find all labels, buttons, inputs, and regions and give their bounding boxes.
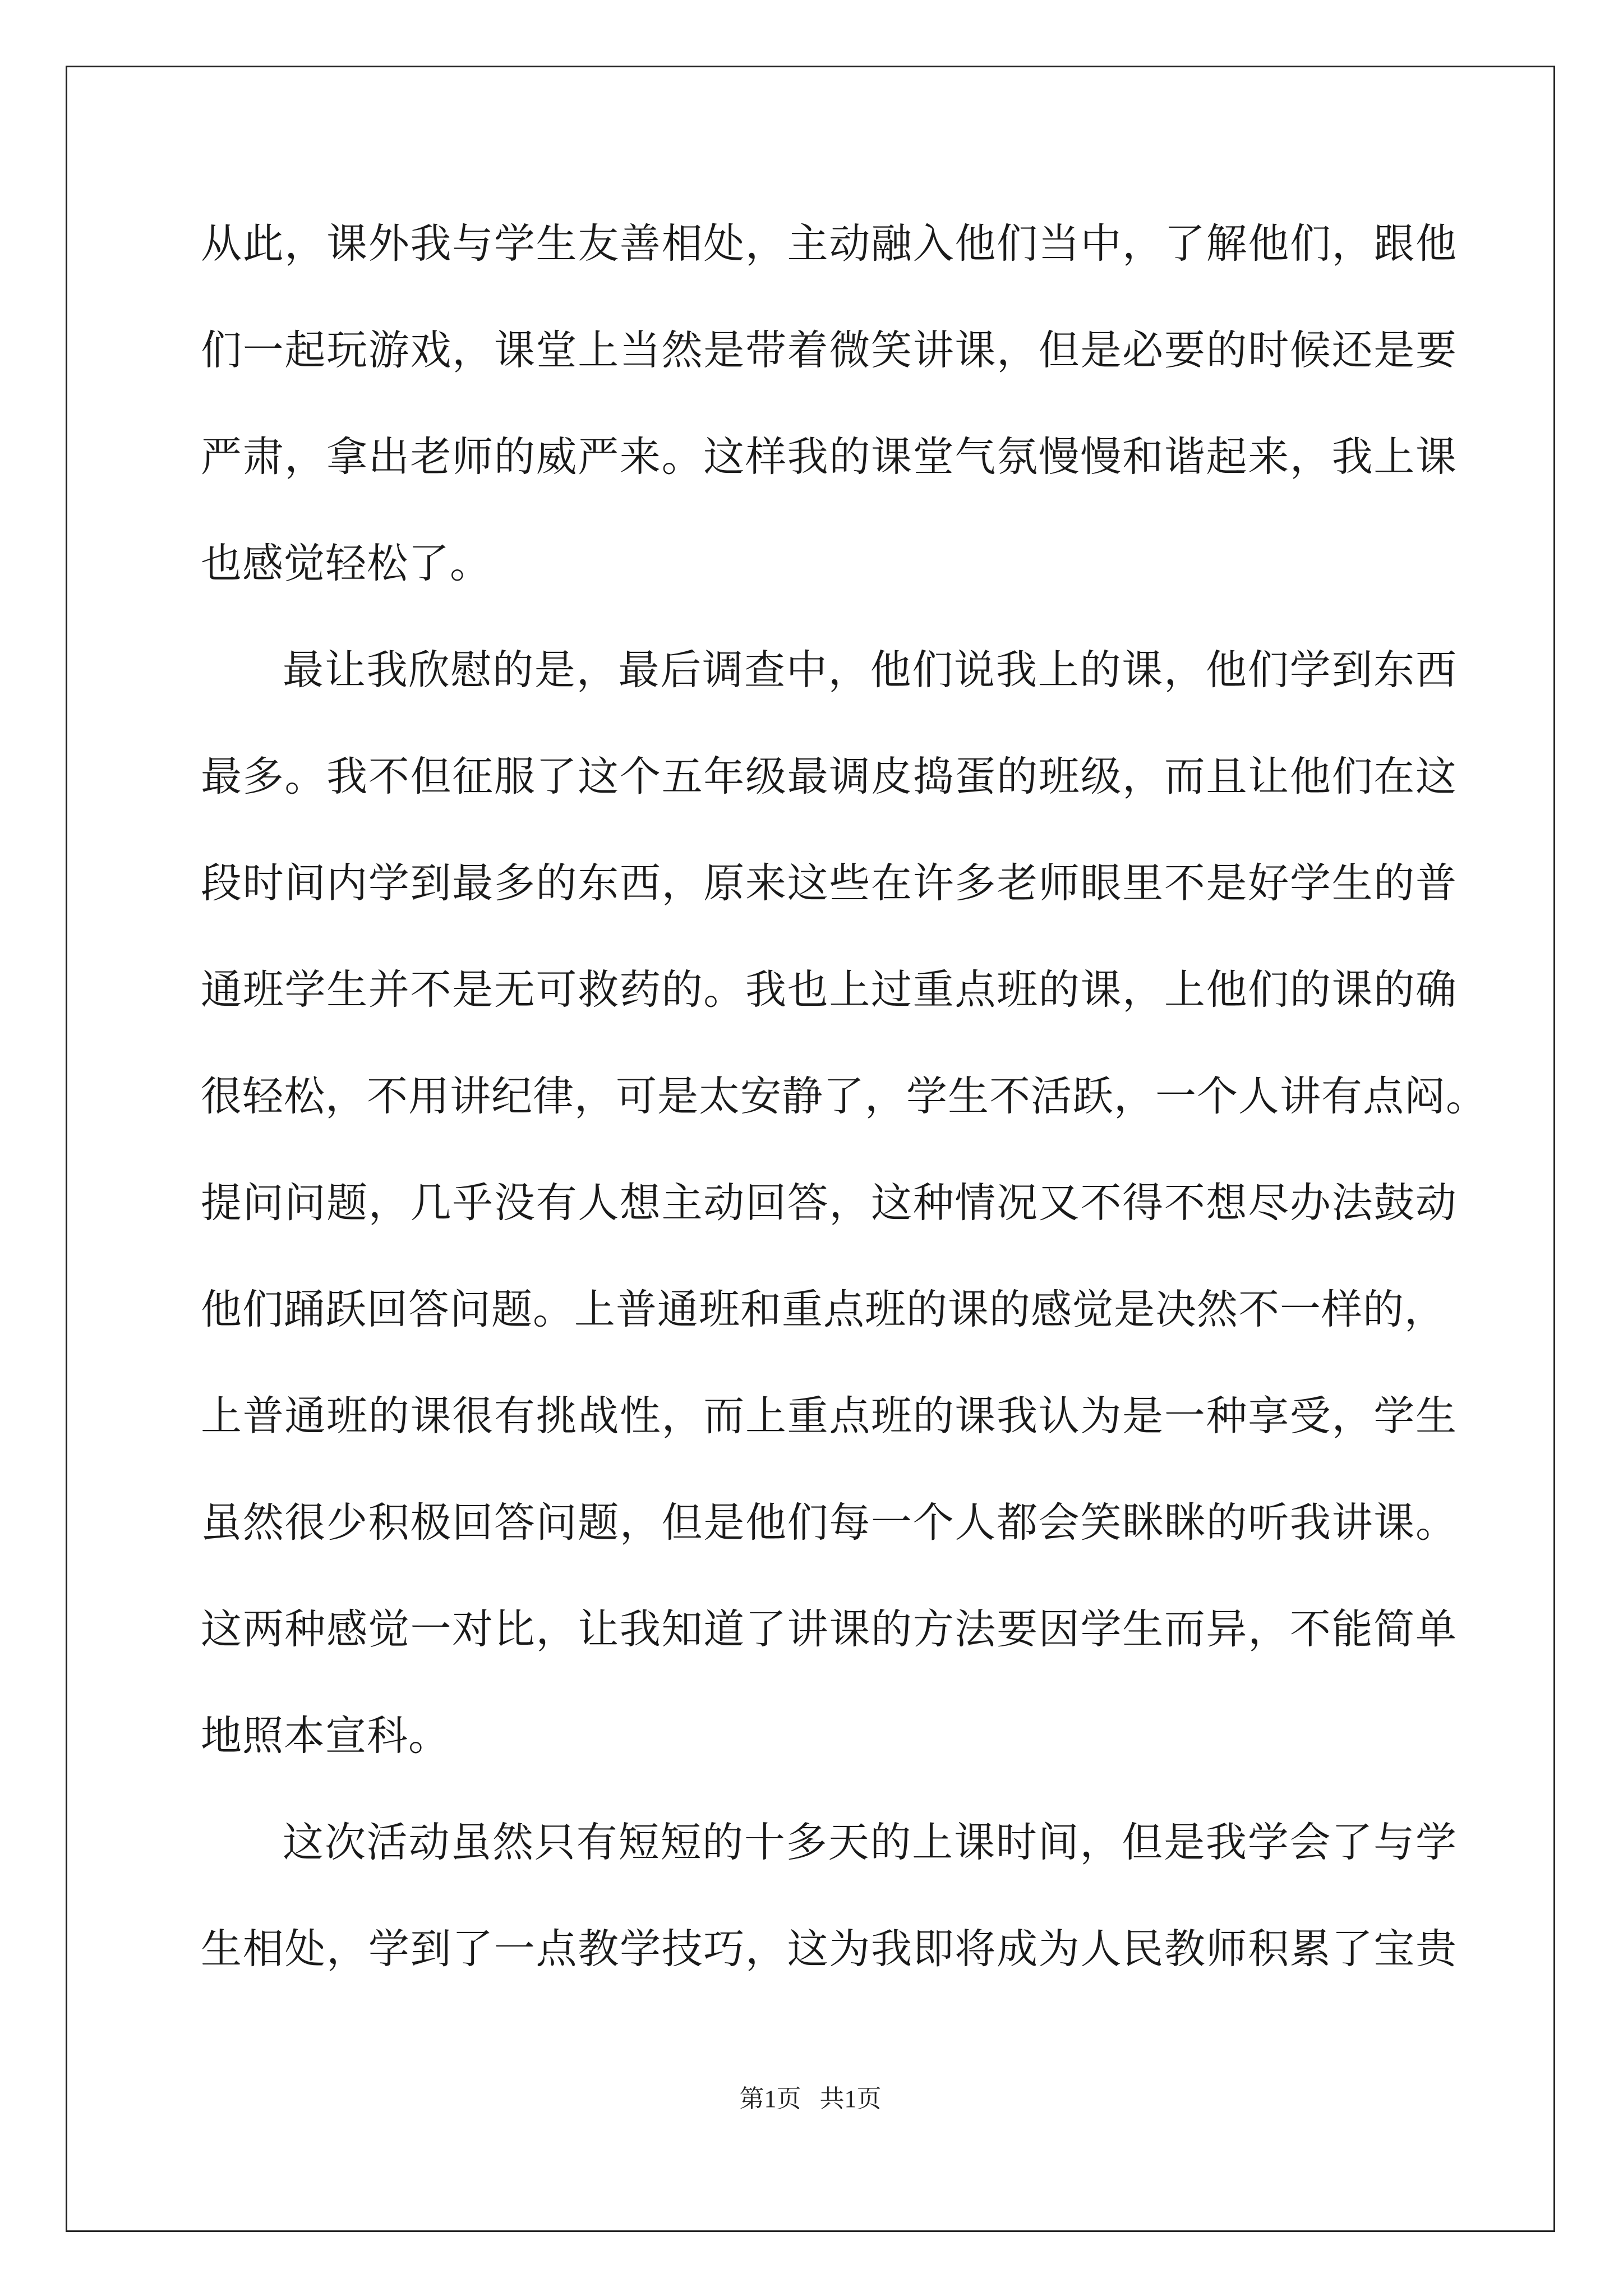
text-line: 这次活动虽然只有短短的十多天的上课时间，但是我学会了与学 <box>283 1819 1457 1866</box>
text-line: 提问问题，几乎没有人想主动回答，这种情况又不得不想尽办法鼓动 <box>201 1179 1457 1227</box>
text-line: 严肃，拿出老师的威严来。这样我的课堂气氛慢慢和谐起来，我上课 <box>201 433 1457 481</box>
text-line: 他们踊跃回答问题。上普通班和重点班的课的感觉是决然不一样的， <box>201 1286 1446 1333</box>
text-line: 最多。我不但征服了这个五年级最调皮捣蛋的班级，而且让他们在这 <box>201 753 1457 800</box>
text-line: 生相处，学到了一点教学技巧，这为我即将成为人民教师积累了宝贵 <box>201 1925 1457 1973</box>
text-line: 们一起玩游戏，课堂上当然是带着微笑讲课，但是必要的时候还是要 <box>201 326 1457 374</box>
text-line: 这两种感觉一对比，让我知道了讲课的方法要因学生而异，不能简单 <box>201 1605 1457 1653</box>
text-line: 虽然很少积极回答问题，但是他们每一个人都会笑眯眯的听我讲课。 <box>201 1499 1457 1547</box>
text-line: 上普通班的课很有挑战性，而上重点班的课我认为是一种享受，学生 <box>201 1392 1457 1440</box>
text-line: 很轻松，不用讲纪律，可是太安静了，学生不活跃，一个人讲有点闷。 <box>201 1073 1487 1120</box>
text-line: 通班学生并不是无可救药的。我也上过重点班的课，上他们的课的确 <box>201 966 1457 1014</box>
document-body <box>201 191 1487 2003</box>
text-line: 地照本宣科。 <box>201 1712 450 1760</box>
text-line: 段时间内学到最多的东西，原来这些在许多老师眼里不是好学生的普 <box>201 859 1457 907</box>
text-line: 从此，课外我与学生友善相处，主动融入他们当中，了解他们，跟他 <box>201 220 1457 268</box>
page-number-footer: 第1页 共1页 <box>739 2085 882 2113</box>
text-line: 最让我欣慰的是，最后调查中，他们说我上的课，他们学到东西 <box>283 646 1457 694</box>
text-line: 也感觉轻松了。 <box>201 540 491 587</box>
